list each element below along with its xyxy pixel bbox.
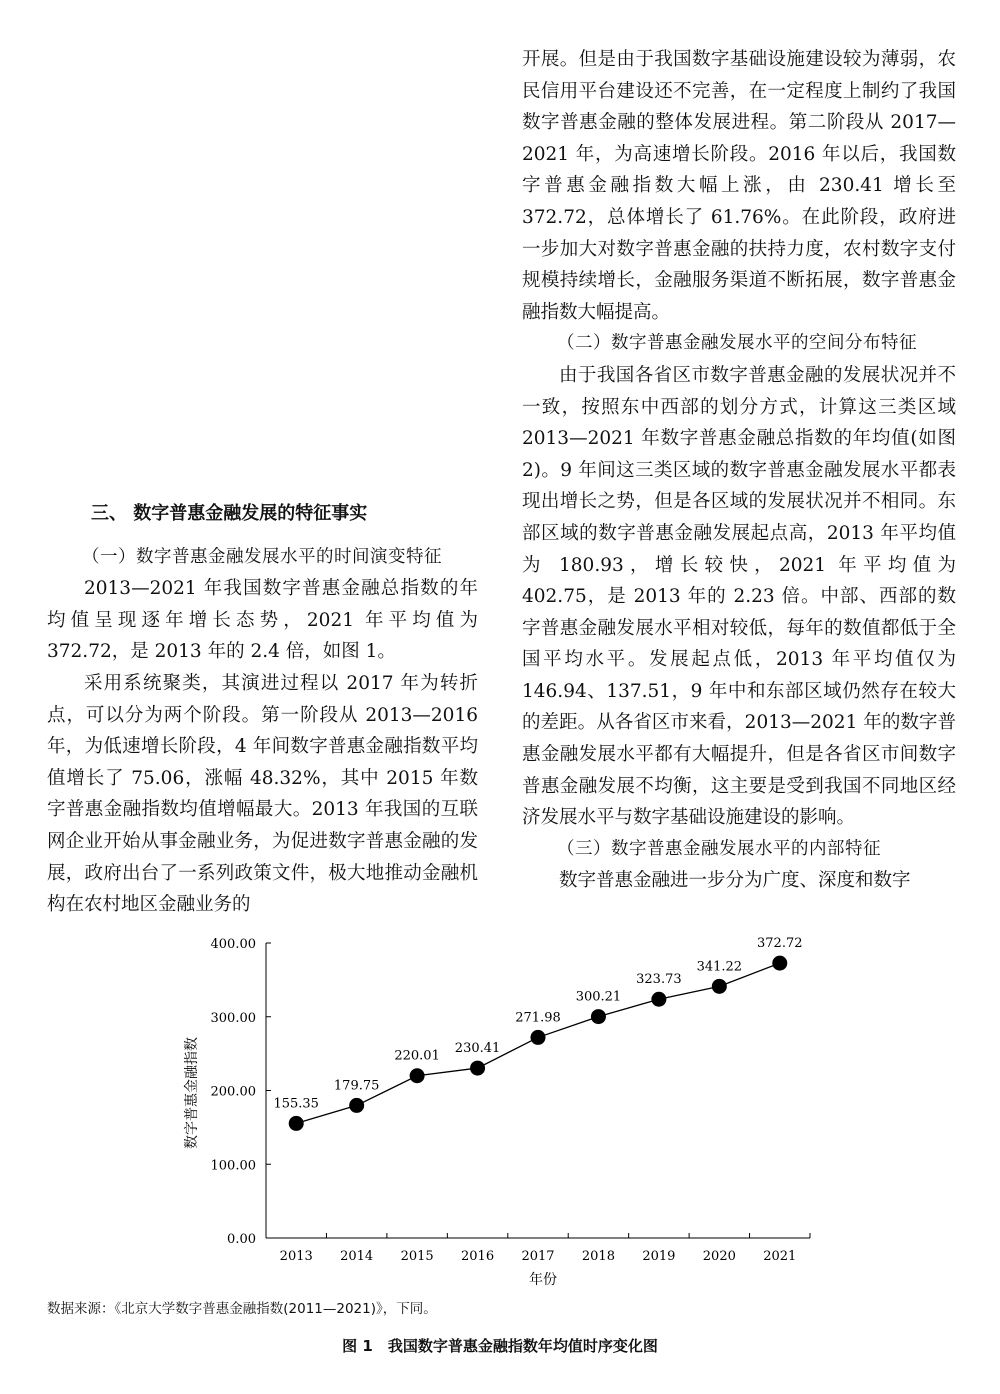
data-label: 155.35 (273, 1096, 319, 1112)
line-chart (170, 928, 820, 1288)
data-point (289, 1116, 304, 1131)
data-label: 300.21 (575, 989, 622, 1005)
y-tick-label: 100.00 (210, 1158, 256, 1174)
x-tick-label: 2021 (763, 1249, 797, 1264)
x-tick-label: 2014 (340, 1249, 374, 1264)
data-label: 220.01 (394, 1048, 440, 1064)
data-point (349, 1098, 364, 1113)
x-tick-label: 2013 (279, 1249, 313, 1264)
y-tick-label: 200.00 (210, 1084, 256, 1100)
x-tick-label: 2016 (461, 1249, 495, 1264)
paragraph-4: 数字普惠金融进一步分为广度、深度和数字 (559, 870, 911, 892)
x-tick-label: 2018 (581, 1249, 615, 1264)
chart-plot-area (273, 936, 802, 1131)
x-tick-label: 2020 (702, 1249, 736, 1264)
paragraph-1: 2013—2021 年我国数字普惠金融总指数的年均值呈现逐年增长态势，2021 年平均值为 372.72，是 2013 年的 2.4 倍，如图 1。 (47, 578, 478, 663)
data-point (470, 1061, 485, 1076)
paragraph-continued: 开展。但是由于我国数字基础设施建设较为薄弱，农民信用平台建设还不完善，在一定程度上制约了我国数字普惠金融的整体发展进程。第二阶段从 2017—2021 年，为高速增长阶段。2016 年以后，我国数字普惠金融指数大幅上涨，由 230.41 增长至 372.72，总体增长了 61.76%。在此阶段，政府进一步加大对数字普惠金融的扶持力度，农村数字支付规模持续增长，金融服务渠道不断拓展，数字普惠金融指数大幅提高。 (522, 49, 956, 323)
data-point (651, 992, 666, 1007)
data-source-note: 数据来源：《北京大学数字普惠金融指数(2011—2021)》，下同。 (47, 1301, 437, 1317)
data-label: 372.72 (757, 936, 803, 952)
subsection-title-1: （一）数字普惠金融发展水平的时间演变特征 (82, 546, 442, 567)
x-tick-label: 2017 (521, 1249, 555, 1264)
x-tick-label: 2019 (642, 1249, 676, 1264)
data-label: 323.73 (636, 972, 682, 988)
right-column (522, 44, 956, 897)
data-point (410, 1068, 425, 1083)
data-point (591, 1009, 606, 1024)
x-tick-label: 2015 (400, 1249, 434, 1264)
y-axis-label: 数字普惠金融指数 (184, 1037, 200, 1149)
left-column (47, 498, 478, 921)
data-label: 341.22 (696, 959, 743, 975)
data-point (772, 956, 787, 971)
x-axis-label: 年份 (529, 1272, 557, 1288)
figure-caption: 图 1 我国数字普惠金融指数年均值时序变化图 (342, 1337, 658, 1355)
subsection-title-2: （二）数字普惠金融发展水平的空间分布特征 (557, 333, 917, 354)
data-label: 230.41 (454, 1041, 501, 1057)
data-label: 271.98 (515, 1010, 561, 1026)
y-tick-label: 300.00 (210, 1010, 256, 1026)
paragraph-3: 由于我国各省区市数字普惠金融的发展状况并不一致，按照东中西部的划分方式，计算这三类区域 2013—2021 年数字普惠金融总指数的年均值(如图 2)。9 年间这三类区域的数字普惠金融发展水平都表现出增长之势，但是各区域的发展状况并不相同。东部区域的数字普惠金融发展起点高，2013 年平均值为 180.93，增长较快，2021 年平均值为 402.75，是 2013 年的 2.23 倍。中部、西部的数字普惠金融发展水平相对较低，每年的数值都低于全国平均水平。发展起点低，2013 年平均值仅为 146.94、137.51，9 年中和东部区域仍然存在较大的差距。从各省区市来看，2013—2021 年的数字普惠金融发展水平都有大幅提升，但是各省区市间数字普惠金融发展不均衡，这主要是受到我国不同地区经济发展水平与数字基础设施建设的影响。 (522, 364, 956, 829)
data-label: 179.75 (333, 1078, 380, 1094)
y-tick-label: 0.00 (227, 1232, 256, 1247)
paragraph-2: 采用系统聚类，其演进过程以 2017 年为转折点，可以分为两个阶段。第一阶段从 2013—2016 年，为低速增长阶段，4 年间数字普惠金融指数平均值增长了 75.06，涨幅 48.32%，其中 2015 年数字普惠金融指数均值增幅最大。2013 年我国的互联网企业开始从事金融业务，为促进数字普惠金融的发展，政府出台了一系列政策文件，极大地推动金融机构在农村地区金融业务的 (47, 672, 478, 916)
data-point (712, 979, 727, 994)
section-title: 三、 数字普惠金融发展的特征事实 (91, 503, 368, 524)
y-tick-label: 400.00 (210, 937, 256, 952)
data-point (531, 1030, 546, 1045)
subsection-title-3: （三）数字普惠金融发展水平的内部特征 (557, 838, 881, 859)
